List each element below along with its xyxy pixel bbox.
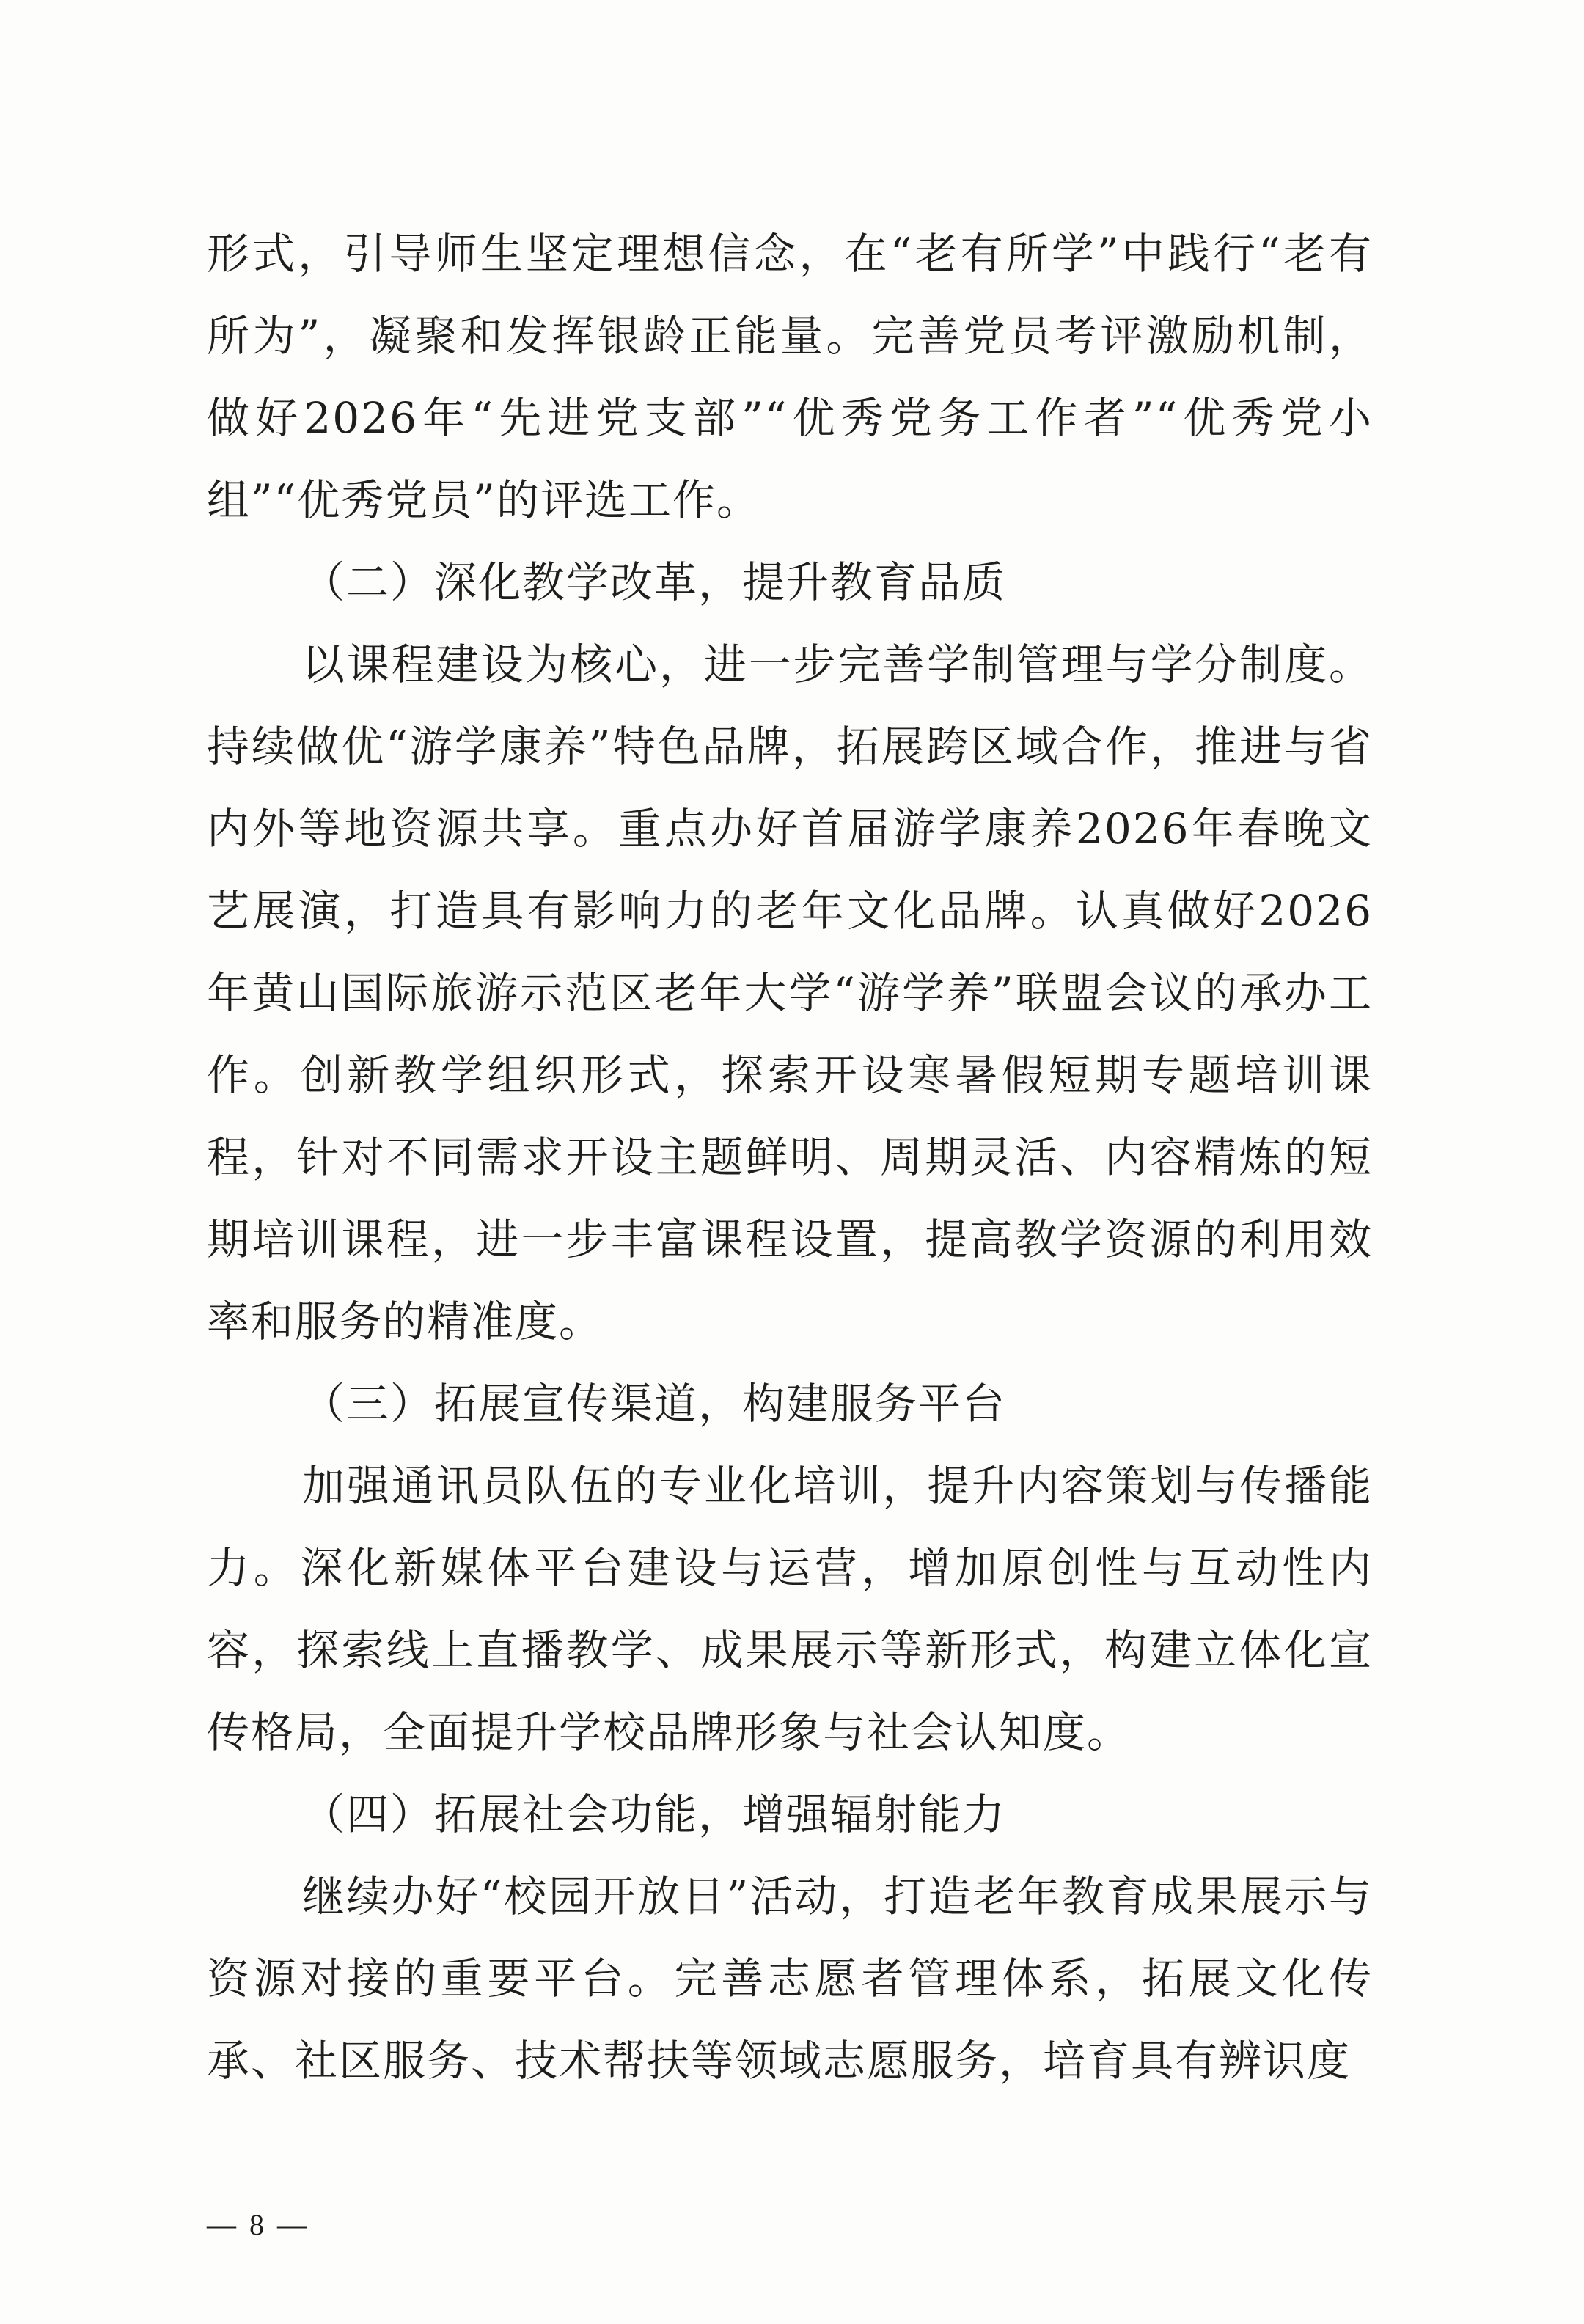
section-heading-3: （三）拓展宣传渠道，构建服务平台 [302,1379,1007,1429]
document-body [207,213,1373,2102]
paragraph-publicity: 加强通讯员队伍的专业化培训，提升内容策划与传播能力。深化新媒体平台建设与运营，增加原创性与互动性内容，探索线上直播教学、成果展示等新形式，构建立体化宣传格局，全面提升学校品牌形象与社会认知度。 [207,1461,1373,1757]
paragraph-continuation: 形式，引导师生坚定理想信念，在“老有所学”中践行“老有所为”，凝聚和发挥银龄正能量。完善党员考评激励机制，做好2026年“先进党支部”“优秀党务工作者”“优秀党小组”“优秀党员”的评选工作。 [207,229,1373,525]
paragraph-social-function: 继续办好“校园开放日”活动，打造老年教育成果展示与资源对接的重要平台。完善志愿者管理体系，拓展文化传承、社区服务、技术帮扶等领域志愿服务，培育具有辨识度 [207,1872,1373,2086]
section-heading-4: （四）拓展社会功能，增强辐射能力 [302,1789,1007,1839]
page-number: — 8 — [207,2208,309,2241]
paragraph-teaching-reform: 以课程建设为核心，进一步完善学制管理与学分制度。持续做优“游学康养”特色品牌，拓展跨区域合作，推进与省内外等地资源共享。重点办好首届游学康养2026年春晚文艺展演，打造具有影响力的老年文化品牌。认真做好2026年黄山国际旅游示范区老年大学“游学养”联盟会议的承办工作。创新教学组织形式，探索开设寒暑假短期专题培训课程，针对不同需求开设主题鲜明、周期灵活、内容精炼的短期培训课程，进一步丰富课程设置，提高教学资源的利用效率和服务的精准度。 [207,639,1373,1346]
section-heading-2: （二）深化教学改革，提升教育品质 [302,557,1007,607]
